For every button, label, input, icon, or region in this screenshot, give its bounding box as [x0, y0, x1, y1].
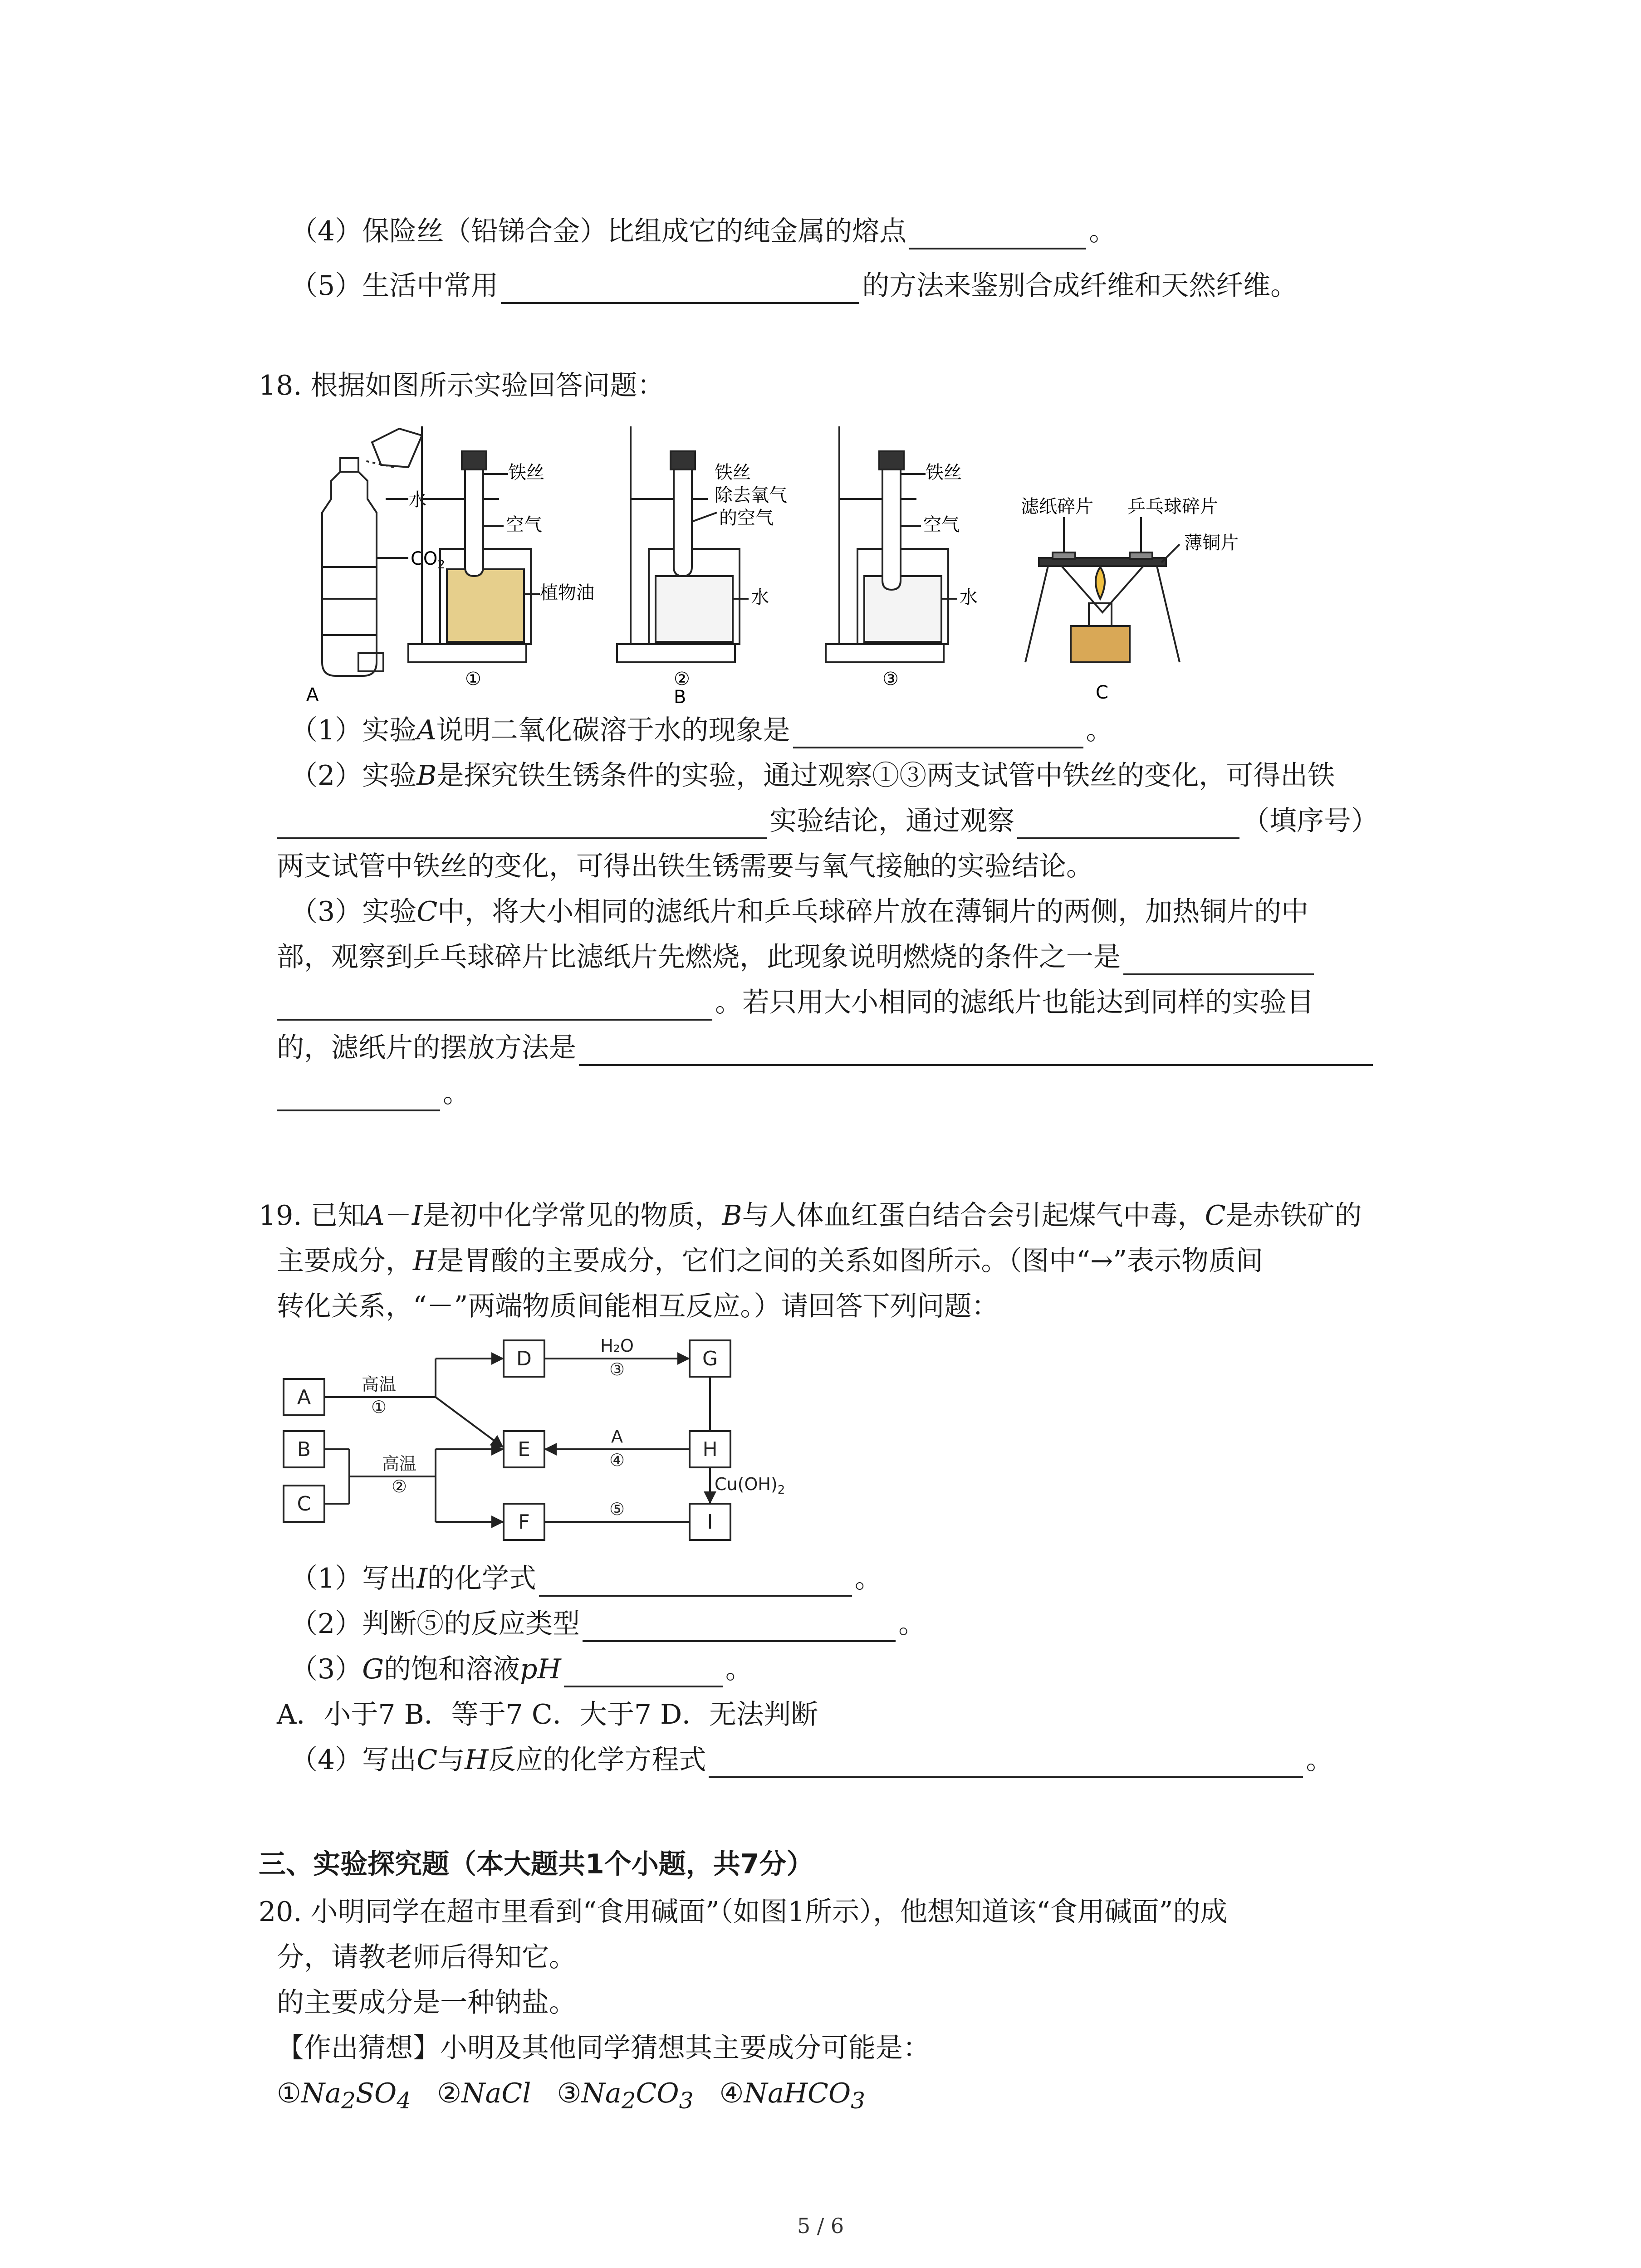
- label-deoxy-2: 的空气: [719, 508, 774, 528]
- q18-figure: [272, 408, 1248, 712]
- label-a: A: [306, 684, 319, 705]
- label-tube-2: ②: [674, 669, 690, 689]
- label-arrow-a: A: [611, 1427, 623, 1447]
- q18-part3: （3）实验C中，将大小相同的滤纸片和乒乓球碎片放在薄铜片的两侧，加热铜片的中: [290, 896, 1309, 928]
- answer-blank[interactable]: [539, 1565, 852, 1597]
- answer-blank[interactable]: [277, 807, 767, 839]
- q19-line2: 主要成分，H是胃酸的主要成分，它们之间的关系如图所示。（图中“→”表示物质间: [277, 1245, 1263, 1277]
- label-deoxy-1: 除去氧气: [715, 485, 787, 506]
- node-g: G: [702, 1347, 718, 1370]
- label-iron-1: 铁丝: [508, 462, 544, 483]
- node-e: E: [518, 1438, 530, 1461]
- node-a: A: [297, 1386, 311, 1409]
- q19-part4: （4）写出C与H反应的化学方程式 。: [290, 1742, 1333, 1778]
- q18-part2-line3: 两支试管中铁丝的变化，可得出铁生锈需要与氧气接触的实验结论。: [277, 850, 1093, 882]
- label-water-3: 水: [960, 587, 978, 608]
- label-c5: ⑤: [609, 1499, 625, 1519]
- answer-blank[interactable]: [501, 272, 859, 304]
- q19-relation-diagram: [277, 1334, 935, 1547]
- label-water-2: 水: [751, 587, 769, 608]
- answer-blank[interactable]: [583, 1610, 896, 1642]
- answer-blank[interactable]: [1017, 807, 1239, 839]
- answer-blank[interactable]: [1123, 943, 1314, 975]
- q20-guesses: $①Na_2SO_4$ ②NaCl $③Na_2CO_3$ ④NaHCO$_3$: [277, 2077, 865, 2114]
- q19-part2: （2）判断⑤的反应类型 。: [290, 1606, 926, 1642]
- label-co2: $CO_2$: [411, 548, 445, 572]
- q17-part4: （4）保险丝（铅锑合金）比组成它的纯金属的熔点 。: [290, 213, 1116, 249]
- label-water: 水: [408, 489, 426, 510]
- label-copper: 薄铜片: [1184, 533, 1239, 553]
- label-oil: 植物油: [540, 582, 594, 603]
- label-filter: 滤纸碎片: [1021, 496, 1093, 517]
- q20-line2: 分，请教老师后得知它。: [277, 1941, 576, 1973]
- q18-title: 18. 根据如图所示实验回答问题：: [259, 370, 665, 401]
- node-h: H: [702, 1438, 718, 1461]
- answer-blank[interactable]: [277, 1080, 440, 1111]
- q20-line3: 的主要成分是一种钠盐。: [277, 1987, 576, 2019]
- q18-part2: （2）实验B是探究铁生锈条件的实验，通过观察①③两支试管中铁丝的变化，可得出铁: [290, 760, 1335, 792]
- label-iron-2: 铁丝: [715, 462, 751, 483]
- label-c3: ③: [609, 1359, 625, 1379]
- experiment-b3: [826, 426, 957, 662]
- label-pingpong: 乒乓球碎片: [1127, 496, 1218, 517]
- label-air-3: 空气: [923, 514, 960, 535]
- q19-part3: （3）G的饱和溶液pH 。: [290, 1651, 753, 1687]
- experiment-c: [1025, 517, 1180, 662]
- label-b: B: [674, 687, 686, 708]
- q19-part1: （1）写出I的化学式 。: [290, 1560, 882, 1597]
- label-hot-1: 高温: [361, 1374, 397, 1394]
- q20-line1: 20. 小明同学在超市里看到“食用碱面”（如图1所示），他想知道该“食用碱面”的成: [259, 1896, 1228, 1928]
- label-tube-3: ③: [882, 669, 899, 689]
- node-f: F: [518, 1510, 530, 1534]
- answer-blank[interactable]: [579, 1034, 1373, 1066]
- label-iron-3: 铁丝: [926, 462, 962, 483]
- answer-blank[interactable]: [909, 218, 1086, 249]
- q18-part2-line2: 实验结论，通过观察 （填序号）: [277, 803, 1378, 839]
- page-number: 5 / 6: [797, 2214, 844, 2238]
- answer-blank[interactable]: [793, 717, 1083, 748]
- label-h2o: H₂O: [600, 1336, 634, 1356]
- label-c: C: [1096, 682, 1108, 703]
- label-air-1: 空气: [506, 514, 542, 535]
- q17-part5: （5）生活中常用 的方法来鉴别合成纤维和天然纤维。: [290, 268, 1298, 304]
- experiment-b2: [617, 426, 749, 662]
- answer-blank[interactable]: [709, 1746, 1303, 1778]
- q18-part3-line2: 部，观察到乒乓球碎片比滤纸片先燃烧，此现象说明燃烧的条件之一是: [277, 939, 1317, 975]
- experiment-a: [322, 429, 422, 676]
- section3-heading: 三、实验探究题（本大题共1个小题，共7分）: [259, 1848, 814, 1880]
- label-hot-2: 高温: [382, 1454, 417, 1474]
- node-b: B: [297, 1438, 311, 1461]
- label-c1: ①: [371, 1397, 387, 1417]
- label-c2: ②: [391, 1476, 407, 1496]
- q18-part3-line4: 的，滤纸片的摆放方法是: [277, 1030, 1376, 1066]
- answer-blank[interactable]: [277, 989, 712, 1021]
- q18-part3-line3: 。若只用大小相同的滤纸片也能达到同样的实验目: [277, 984, 1314, 1021]
- q18-part3-line5: 。: [277, 1075, 470, 1111]
- node-d: D: [516, 1347, 532, 1370]
- answer-blank[interactable]: [564, 1656, 723, 1687]
- node-c: C: [297, 1492, 311, 1515]
- experiment-b1: [408, 426, 540, 662]
- q19-line3: 转化关系，“－”两端物质间能相互反应。）请回答下列问题：: [277, 1290, 999, 1322]
- q20-line4: 【作出猜想】小明及其他同学猜想其主要成分可能是：: [277, 2032, 930, 2064]
- q19-line1: 19. 已知A－I是初中化学常见的物质，B与人体血红蛋白结合会引起煤气中毒，C是赤铁矿的: [259, 1200, 1362, 1232]
- q19-options: A．小于7 B．等于7 C．大于7 D．无法判断: [277, 1699, 818, 1730]
- label-c4: ④: [609, 1450, 625, 1470]
- label-tube-1: ①: [465, 669, 481, 689]
- q18-part1: （1）实验A说明二氧化碳溶于水的现象是 。: [290, 712, 1113, 748]
- label-cuoh2: $Cu(OH)_2$: [715, 1474, 785, 1497]
- node-i: I: [707, 1510, 713, 1534]
